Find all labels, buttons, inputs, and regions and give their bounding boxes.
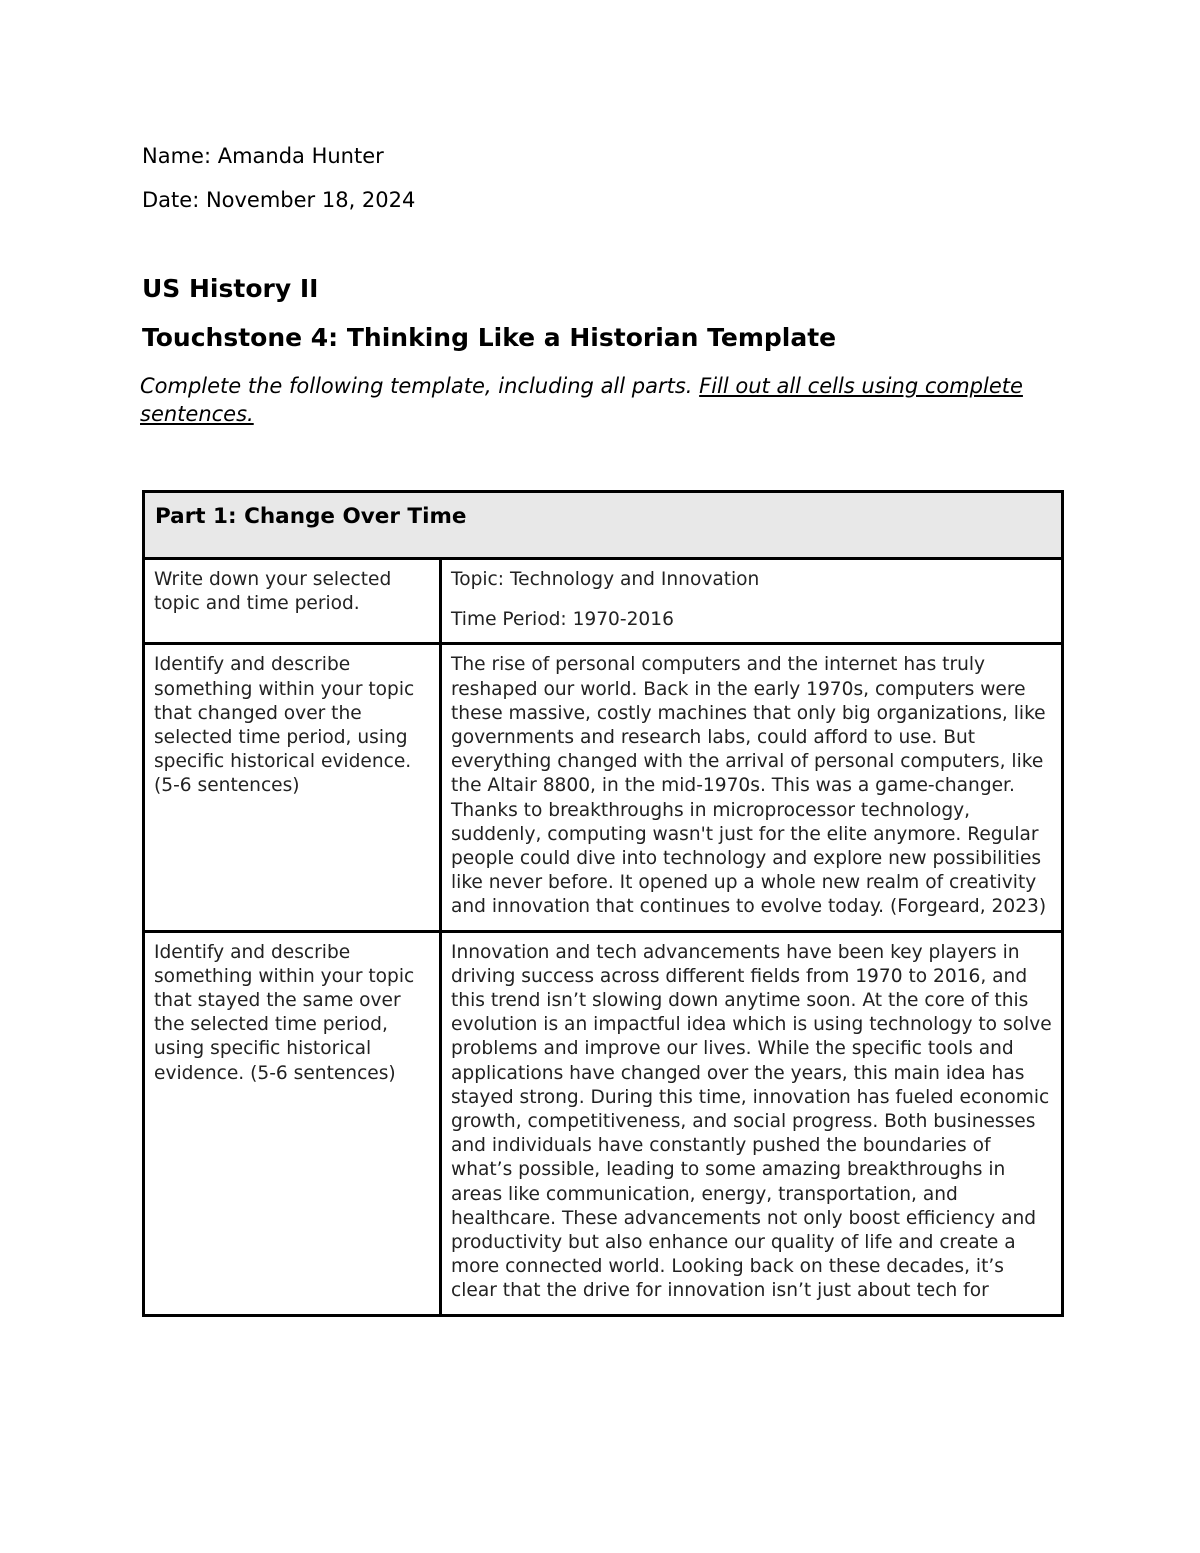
table-header-row [144,492,1063,559]
part-title: Part 1: Change Over Time [144,492,1063,559]
prompt-cell: Write down your selected topic and time period. [144,559,441,644]
response-cell: The rise of personal computers and the internet has truly reshaped our world. Back in the early 1970s, computers were these massive, costly machines that only big organizations, like governments and research labs, could afford to use. But everything changed with the arrival of personal computers, like the Altair 8800, in the mid-1970s. This was a game-changer. Thanks to breakthroughs in microprocessor technology, suddenly, computing wasn't just for the elite anymore. Regular people could dive into technology and explore new possibilities like never before. It opened up a whole new realm of creativity and innovation that continues to evolve today. (Forgeard, 2023) [441,644,1063,931]
response-cell [441,559,1063,644]
assignment-date: Date: November 18, 2024 [142,188,416,212]
table-row [144,559,1063,644]
table-row [144,644,1063,931]
instructions [140,372,1040,428]
prompt-cell: Identify and describe something within your topic that changed over the selected time period, using specific historical evidence. (5-6 sentences) [144,644,441,931]
response-cell: Innovation and tech advancements have been key players in driving success across different fields from 1970 to 2016, and this trend isn’t slowing down anytime soon. At the core of this evolution is an impactful idea which is using technology to solve problems and improve our lives. While the specific tools and applications have changed over the years, this main idea has stayed strong. During this time, innovation has fueled economic growth, competitiveness, and social progress. Both businesses and individuals have constantly pushed the boundaries of what’s possible, leading to some amazing breakthroughs in areas like communication, energy, transportation, and healthcare. These advancements not only boost efficiency and productivity but also enhance our quality of life and create a more connected world. Looking back on these decades, it’s clear that the drive for innovation isn’t just about tech for [441,931,1063,1315]
course-title: US History II [142,274,319,303]
instructions-emphasis: Fill out all cells using complete sentences. [140,374,1023,426]
topic-text: Topic: Technology and Innovation [451,569,760,590]
prompt-cell: Identify and describe something within your topic that stayed the same over the selected time period, using specific historical evidence. (5-6 sentences) [144,931,441,1315]
time-period-text: Time Period: 1970-2016 [451,609,674,631]
template-title: Touchstone 4: Thinking Like a Historian Template [142,323,837,352]
student-name: Name: Amanda Hunter [142,144,384,168]
table-row [144,931,1063,1315]
template-table [142,490,1064,1317]
instructions-text: Complete the following template, including all parts. [140,374,700,398]
